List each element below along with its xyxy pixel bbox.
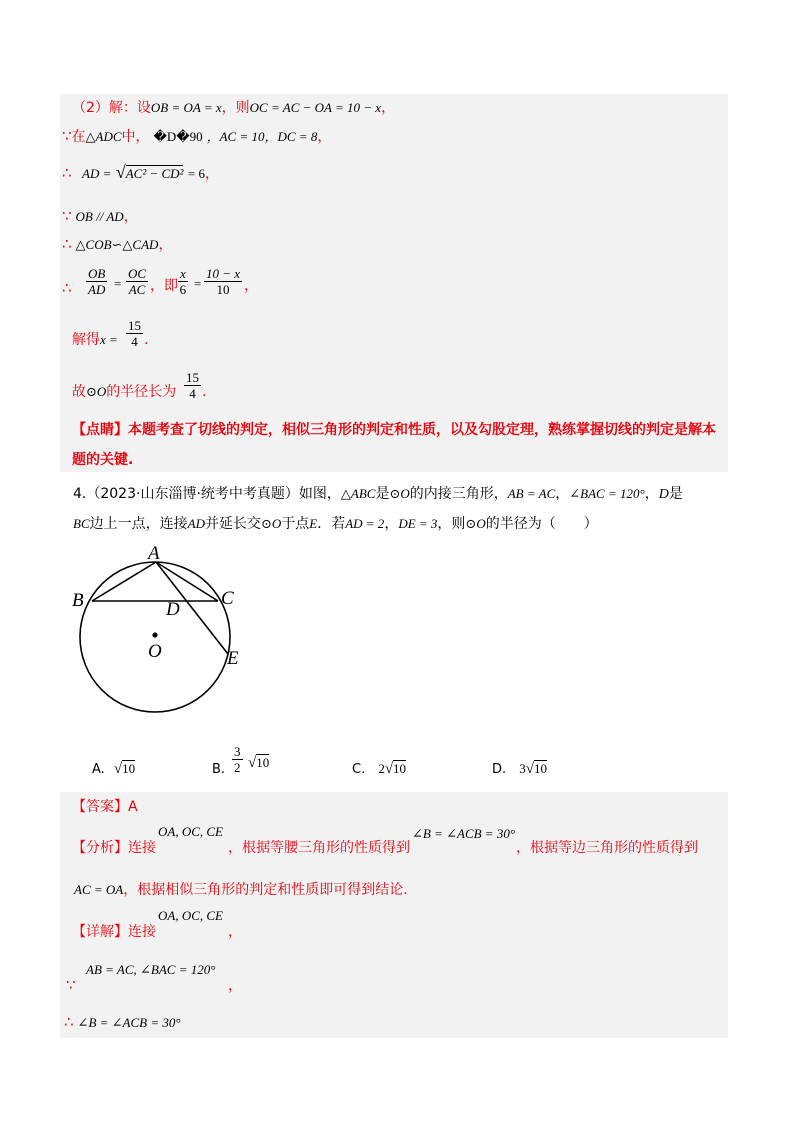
fraction-denominator: 6 [179, 282, 187, 297]
because-symbol: ∵ [62, 207, 72, 225]
option-d[interactable] [492, 758, 547, 778]
part2-punct: . [144, 332, 149, 348]
fraction-15-4 [126, 318, 143, 349]
fraction-10-x-10 [204, 266, 242, 297]
part2-math-triangle-adc: △ADC [85, 129, 122, 144]
fraction-denominator: 2 [234, 760, 241, 775]
fraction-oc-ac [126, 266, 148, 297]
option-b-fraction [232, 744, 243, 775]
part2-text: 的半径长为 [106, 384, 177, 400]
detail-punct: ， [228, 978, 242, 994]
q4-text: 于点 [281, 516, 310, 532]
fraction-numerator: OB [88, 266, 106, 281]
part2-math-angle-d: �D�90 [153, 129, 203, 144]
option-b-radicand: 10 [256, 755, 270, 770]
fraction-ob-ad [86, 266, 107, 297]
q4-math: AD = 2 [345, 516, 385, 531]
option-d-label: D. [492, 762, 507, 777]
analysis-math-ac-oa: AC = OA [74, 882, 124, 897]
option-c-radicand: 10 [393, 761, 407, 776]
analysis-text: 连接 [128, 840, 156, 856]
geometry-figure [66, 542, 266, 722]
fraction-15-4 [184, 370, 201, 401]
question-source: （2023·山东淄博·统考中考真题）如图， [86, 486, 341, 502]
part2-math-similar: △COB∽△CAD [75, 237, 159, 252]
option-a-label: A. [92, 762, 105, 777]
sqrt-sign: √ [525, 761, 534, 777]
q4-text: ， [384, 516, 399, 532]
q4-text: 边上一点，连接 [89, 516, 188, 532]
fraction-denominator: AC [128, 282, 146, 297]
fraction-numerator: x [180, 266, 186, 281]
option-b-label: B. [212, 762, 226, 777]
q4-math: E [309, 516, 318, 531]
q4-text: 的半径为（ ） [485, 516, 598, 532]
q4-line2 [73, 514, 598, 534]
analysis-line2 [74, 880, 408, 900]
q4-math: ⊙O [465, 516, 486, 531]
q4-math: D [658, 487, 669, 502]
fraction-x-6 [178, 266, 188, 297]
label-d: D [166, 599, 180, 620]
fraction-denominator: 4 [189, 386, 196, 401]
analysis-text: ，根据等腰三角形的性质得到 [228, 840, 410, 856]
fraction-numerator: 3 [234, 744, 241, 759]
label-b: B [72, 590, 84, 611]
q4-text: 并延长交 [204, 516, 261, 532]
fraction-denominator: 4 [131, 334, 138, 349]
q4-text: ，则 [437, 516, 466, 532]
part2-math-eq6: = 6 [187, 166, 205, 181]
part2-line8 [72, 382, 176, 402]
analysis-text: ，根据等边三角形的性质得到 [516, 840, 698, 856]
label-o: O [148, 641, 162, 662]
label-c: C [221, 588, 234, 609]
therefore-symbol: ∴ [62, 279, 72, 297]
option-c-label: C. [352, 762, 366, 777]
q4-math: DE = 3 [398, 516, 438, 531]
part2-text: 中， [121, 129, 150, 145]
sqrt-sign: √ [113, 761, 123, 777]
detail-math-oa-oc-ce: OA, OC, CE [158, 908, 223, 923]
fraction-denominator: 10 [216, 282, 230, 297]
q4-math: AB = AC [507, 486, 556, 501]
option-c-coefficient: 2 [378, 761, 385, 776]
comment-line2: 题的关键. [72, 452, 134, 468]
part2-text: 在 [71, 129, 86, 145]
analysis-math-oa-oc-ce: OA, OC, CE [158, 824, 223, 839]
sqrt-sign: √ [384, 761, 394, 777]
q4-text: ， [644, 486, 659, 502]
q4-line1 [73, 484, 683, 505]
answer-line [72, 797, 138, 817]
part2-math-ac-dc: ，AC = 10，DC = 8 [206, 129, 318, 144]
detail-line3 [64, 1012, 181, 1033]
part2-line3 [62, 162, 219, 184]
q4-math: ∠BAC = 120° [569, 486, 645, 501]
analysis-text: ，根据相似三角形的判定和性质即可得到结论. [123, 882, 408, 898]
comment-text: 本题考查了切线的判定，相似三角形的判定和性质，以及勾股定理，熟练掌握切线的判定是解本 [128, 422, 716, 438]
question-number: 4. [73, 486, 87, 502]
fraction-numerator: 10 − x [206, 266, 241, 281]
part2-then: ，则 [221, 100, 250, 116]
option-d-coefficient: 3 [519, 761, 526, 776]
detail-label: 【详解】 [72, 924, 128, 940]
q4-text: 是 [375, 486, 390, 502]
center-point [152, 632, 157, 637]
analysis-label: 【分析】 [72, 840, 128, 856]
comment-label: 【点睛】 [72, 422, 128, 438]
detail-line1 [72, 922, 156, 942]
q4-math: △ABC [340, 486, 376, 501]
equals-sign: = [194, 276, 202, 291]
part2-line4 [62, 206, 138, 227]
fraction-numerator: OC [128, 266, 147, 281]
option-d-radicand: 10 [533, 761, 547, 776]
therefore-symbol: ∴ [64, 1013, 74, 1031]
equals-sign: = [114, 276, 122, 291]
part2-punct: ， [244, 278, 258, 294]
detail-punct: ， [228, 924, 242, 940]
part2-math-radicand: AC² − CD² [125, 166, 184, 181]
analysis-math-angle: ∠B = ∠ACB = 30° [412, 826, 516, 841]
answer-value: A [128, 799, 138, 815]
option-b-sqrt [248, 752, 269, 772]
part2-punct: ， [381, 100, 396, 116]
answer-label: 【答案】 [72, 799, 128, 815]
q4-text: ．若 [317, 516, 346, 532]
q4-math: ⊙O [260, 516, 282, 531]
part2-line6-therefore [62, 278, 72, 299]
analysis-line1 [72, 838, 156, 858]
part2-punct: ， [123, 209, 138, 225]
part2-line2 [62, 126, 331, 147]
part2-math-oc: OC = AC − OA = 10 − x [249, 100, 382, 115]
q4-math: BC [73, 516, 90, 531]
part2-punct: ， [205, 166, 219, 182]
part2-math-ob-oa: OB = OA = x [150, 100, 222, 115]
option-a-radicand: 10 [122, 761, 136, 776]
part2-label: （2）解：设 [72, 100, 151, 116]
part2-punct: ， [158, 237, 173, 253]
detail-text: 连接 [128, 924, 156, 940]
part2-punct: . [202, 384, 207, 400]
option-b[interactable] [212, 758, 225, 777]
part2-text: 故 [72, 384, 86, 400]
part2-math-parallel: OB // AD [75, 209, 124, 224]
q4-math: ⊙O [389, 486, 410, 501]
option-a[interactable] [92, 758, 135, 778]
fraction-numerator: 15 [186, 370, 199, 385]
fraction-denominator: AD [88, 282, 106, 297]
part2-text: 解得 [72, 332, 100, 348]
fraction-numerator: 15 [128, 318, 141, 333]
comment-line1 [72, 420, 716, 440]
sqrt-sign: √ [115, 162, 126, 182]
because-symbol: ∵ [66, 976, 76, 994]
q4-math: AD [187, 516, 205, 531]
label-e: E [227, 648, 239, 669]
q4-text: 的内接三角形， [409, 486, 508, 502]
sqrt-sign: √ [248, 755, 257, 771]
part2-line7 [72, 330, 118, 350]
part2-math-circle-o: ⊙O [86, 384, 107, 399]
segment-ac [156, 562, 218, 601]
detail-math-angle: ∠B = ∠ACB = 30° [77, 1015, 181, 1030]
part2-line1 [72, 98, 395, 118]
part2-math-x: x = [100, 332, 118, 347]
detail-math-ab-ac: AB = AC, ∠BAC = 120° [86, 962, 216, 977]
because-symbol: ∵ [62, 127, 72, 145]
therefore-symbol: ∴ [62, 164, 72, 182]
q4-text: ， [555, 486, 570, 502]
q4-text: 是 [668, 486, 683, 502]
therefore-symbol: ∴ [62, 235, 72, 253]
part2-math-ad: AD = [82, 166, 112, 181]
label-a: A [148, 543, 160, 564]
part2-punct: ， [317, 129, 332, 145]
part2-ji: ，即 [150, 278, 178, 294]
option-c[interactable] [352, 758, 406, 778]
part2-line5 [62, 234, 172, 255]
